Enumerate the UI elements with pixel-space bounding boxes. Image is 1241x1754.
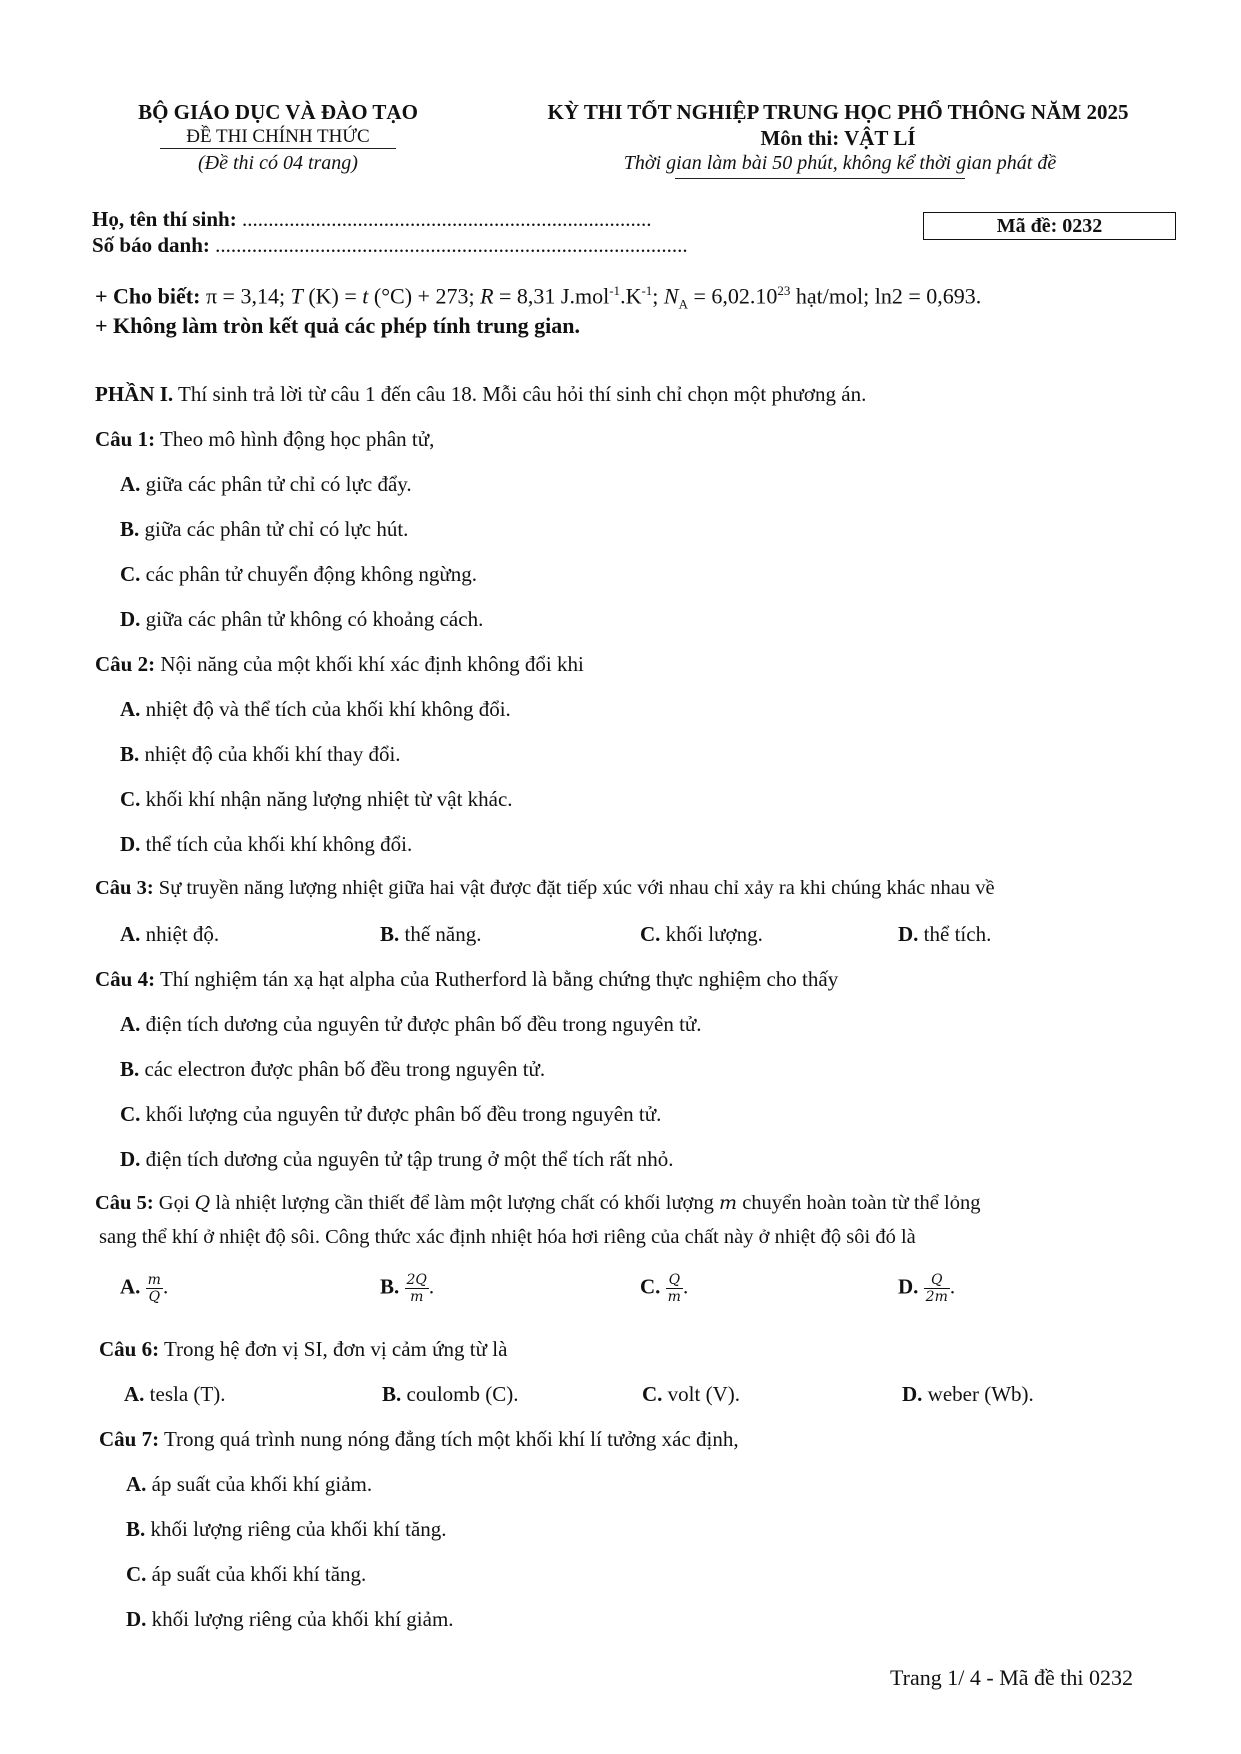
candidate-name-row bbox=[92, 207, 651, 232]
q3-option-a[interactable] bbox=[120, 922, 219, 947]
part-one-text: Thí sinh trả lời từ câu 1 đến câu 18. Mỗi câu hỏi thí sinh chỉ chọn một phương án. bbox=[173, 382, 867, 406]
subject-label: Môn thi: VẬT LÍ bbox=[760, 126, 916, 150]
fraction-numerator: 2Q bbox=[406, 1272, 427, 1288]
q3-option-c[interactable] bbox=[640, 922, 763, 947]
given-semi: ; bbox=[652, 283, 664, 309]
q2-option-c[interactable] bbox=[120, 787, 513, 812]
part-one-heading bbox=[95, 382, 866, 407]
option-letter: A. bbox=[124, 1382, 145, 1406]
q4-option-c[interactable] bbox=[120, 1102, 661, 1127]
question-5-line2: sang thể khí ở nhiệt độ sôi. Công thức xác định nhiệt hóa hơi riêng của chất này ở nhiệt độ sôi đó là bbox=[99, 1226, 916, 1248]
q5-option-d[interactable]: D. $\frac{Q}{2m}$ . bbox=[898, 1272, 956, 1306]
rounding-note: + Không làm tròn kết quả các phép tính trung gian. bbox=[95, 313, 580, 338]
question-3-text: Sự truyền năng lượng nhiệt giữa hai vật được đặt tiếp xúc với nhau chỉ xảy ra khi chúng khác nhau về bbox=[153, 877, 995, 899]
option-text: khối khí nhận năng lượng nhiệt từ vật khác. bbox=[145, 787, 513, 811]
option-text: tesla (T). bbox=[149, 1382, 226, 1406]
option-text: nhiệt độ của khối khí thay đổi. bbox=[144, 742, 401, 766]
option-letter: D. bbox=[120, 607, 141, 631]
question-1-label: Câu 1: bbox=[95, 427, 156, 451]
q2-option-a[interactable] bbox=[120, 697, 511, 722]
candidate-id-row bbox=[92, 233, 688, 258]
q3-option-b[interactable] bbox=[380, 922, 482, 947]
option-letter: C. bbox=[120, 1102, 141, 1126]
option-text: thể tích của khối khí không đổi. bbox=[145, 832, 413, 856]
given-tk: (K) = bbox=[302, 283, 363, 309]
given-t: t bbox=[362, 283, 369, 309]
q1-option-c[interactable] bbox=[120, 562, 477, 587]
question-5-label: Câu 5: bbox=[95, 1192, 154, 1214]
option-text: giữa các phân tử không có khoảng cách. bbox=[145, 607, 484, 631]
given-constants bbox=[95, 283, 981, 313]
option-text: các phân tử chuyển động không ngừng. bbox=[145, 562, 477, 586]
option-text: áp suất của khối khí giảm. bbox=[151, 1472, 373, 1496]
official-label: ĐỀ THI CHÍNH THỨC bbox=[186, 126, 370, 147]
option-letter: B. bbox=[382, 1382, 402, 1406]
option-letter: B. bbox=[126, 1517, 146, 1541]
question-6 bbox=[99, 1337, 507, 1362]
given-NA: N bbox=[663, 283, 679, 309]
option-text: điện tích dương của nguyên tử được phân bố đều trong nguyên tử. bbox=[145, 1012, 702, 1036]
fraction-denominator: 2m bbox=[925, 1289, 948, 1306]
option-text: nhiệt độ. bbox=[145, 922, 220, 946]
question-1 bbox=[95, 427, 434, 452]
fraction-q-over-2m bbox=[924, 1272, 950, 1305]
given-k: .K bbox=[620, 283, 642, 309]
option-text: khối lượng riêng của khối khí giảm. bbox=[151, 1607, 454, 1631]
question-5-q-symbol: Q bbox=[194, 1192, 211, 1214]
candidate-name-field[interactable]: .............................................................................. bbox=[241, 207, 652, 231]
candidate-id-label: Số báo danh: bbox=[92, 233, 210, 257]
fraction-numerator: m bbox=[147, 1272, 161, 1288]
given-prefix: + Cho biết: bbox=[95, 283, 201, 309]
q6-option-a[interactable] bbox=[124, 1382, 225, 1407]
question-5-text-a: Gọi bbox=[153, 1192, 195, 1214]
option-text: thể tích. bbox=[923, 922, 992, 946]
question-3 bbox=[95, 877, 995, 900]
option-text: khối lượng riêng của khối khí tăng. bbox=[150, 1517, 447, 1541]
given-sup1: -1 bbox=[609, 283, 621, 298]
option-text: nhiệt độ và thể tích của khối khí không đổi. bbox=[145, 697, 511, 721]
option-text: thế năng. bbox=[404, 922, 482, 946]
given-NA-sub: A bbox=[678, 296, 688, 312]
q6-option-c[interactable] bbox=[642, 1382, 740, 1407]
option-text: coulomb (C). bbox=[406, 1382, 519, 1406]
option-letter: A. bbox=[120, 1274, 141, 1299]
q5-option-b[interactable]: B. $\frac{2Q}{m}$ . bbox=[380, 1272, 435, 1306]
question-5-m-symbol: m bbox=[719, 1192, 738, 1214]
given-sup2: -1 bbox=[641, 283, 653, 298]
option-text: volt (V). bbox=[667, 1382, 740, 1406]
given-sup23: 23 bbox=[777, 283, 791, 298]
question-7-label: Câu 7: bbox=[99, 1427, 160, 1451]
option-letter: B. bbox=[120, 742, 140, 766]
candidate-id-field[interactable]: .......................................................................................... bbox=[215, 233, 688, 257]
question-6-text: Trong hệ đơn vị SI, đơn vị cảm ứng từ là bbox=[159, 1337, 508, 1361]
option-text: điện tích dương của nguyên tử tập trung ở một thể tích rất nhỏ. bbox=[145, 1147, 674, 1171]
option-text: áp suất của khối khí tăng. bbox=[151, 1562, 367, 1586]
option-letter: A. bbox=[120, 1012, 141, 1036]
q1-option-b[interactable] bbox=[120, 517, 408, 542]
fraction-q-over-m bbox=[666, 1272, 683, 1305]
option-text: giữa các phân tử chỉ có lực hút. bbox=[144, 517, 409, 541]
option-letter: B. bbox=[380, 1274, 400, 1299]
option-text: các electron được phân bố đều trong nguyên tử. bbox=[144, 1057, 546, 1081]
option-letter: B. bbox=[120, 1057, 140, 1081]
fraction-numerator: Q bbox=[924, 1272, 950, 1289]
q4-option-a[interactable] bbox=[120, 1012, 702, 1037]
time-note: Thời gian làm bài 50 phút, không kể thời gian phát đề bbox=[623, 152, 1057, 174]
question-5-text-c: chuyển hoàn toàn từ thể lỏng bbox=[737, 1192, 981, 1214]
fraction-numerator: Q bbox=[666, 1272, 683, 1289]
q4-option-d[interactable] bbox=[120, 1147, 674, 1172]
option-letter: B. bbox=[380, 922, 400, 946]
question-4-label: Câu 4: bbox=[95, 967, 156, 991]
option-letter: D. bbox=[898, 1274, 919, 1299]
fraction-m-over-q bbox=[146, 1272, 163, 1305]
question-2-text: Nội năng của một khối khí xác định không đổi khi bbox=[155, 652, 584, 676]
exam-code-box: Mã đề: 0232 bbox=[923, 212, 1176, 240]
q5-option-a[interactable]: A. $\frac{m}{Q}$ . bbox=[120, 1272, 169, 1306]
given-na-val: = 6,02.10 bbox=[688, 283, 778, 309]
q2-option-b[interactable] bbox=[120, 742, 401, 767]
q7-option-a[interactable] bbox=[126, 1472, 372, 1497]
option-letter: D. bbox=[126, 1607, 147, 1631]
part-one-label: PHẦN I. bbox=[95, 382, 174, 406]
q7-option-b[interactable] bbox=[126, 1517, 447, 1542]
question-5 bbox=[95, 1192, 980, 1215]
fraction-2q-over-m bbox=[405, 1272, 429, 1305]
option-letter: C. bbox=[126, 1562, 147, 1586]
given-tail: hạt/mol; ln2 = 0,693. bbox=[790, 283, 982, 309]
option-letter: A. bbox=[120, 922, 141, 946]
q3-option-d[interactable] bbox=[898, 922, 991, 947]
q6-option-d[interactable] bbox=[902, 1382, 1034, 1407]
given-T: T bbox=[290, 283, 303, 309]
q7-option-d[interactable] bbox=[126, 1607, 454, 1632]
ministry-title: BỘ GIÁO DỤC VÀ ĐÀO TẠO bbox=[138, 100, 418, 124]
exam-title: KỲ THI TỐT NGHIỆP TRUNG HỌC PHỔ THÔNG NĂM 2025 bbox=[547, 100, 1129, 124]
q4-option-b[interactable] bbox=[120, 1057, 545, 1082]
option-letter: D. bbox=[902, 1382, 923, 1406]
q5-option-c[interactable]: C. $\frac{Q}{m}$ . bbox=[640, 1272, 689, 1306]
question-2 bbox=[95, 652, 584, 677]
option-letter: C. bbox=[120, 787, 141, 811]
q7-option-c[interactable] bbox=[126, 1562, 366, 1587]
option-letter: B. bbox=[120, 517, 140, 541]
option-text: khối lượng của nguyên tử được phân bố đều trong nguyên tử. bbox=[145, 1102, 662, 1126]
q2-option-d[interactable] bbox=[120, 832, 412, 857]
question-1-text: Theo mô hình động học phân tử, bbox=[155, 427, 435, 451]
q6-option-b[interactable] bbox=[382, 1382, 519, 1407]
given-r-val: = 8,31 J.mol bbox=[493, 283, 610, 309]
option-letter: C. bbox=[640, 1274, 661, 1299]
question-2-label: Câu 2: bbox=[95, 652, 156, 676]
question-4 bbox=[95, 967, 838, 992]
candidate-name-label: Họ, tên thí sinh: bbox=[92, 207, 237, 231]
option-letter: C. bbox=[642, 1382, 663, 1406]
given-R: R bbox=[480, 283, 494, 309]
option-letter: A. bbox=[120, 697, 141, 721]
fraction-denominator: m bbox=[667, 1289, 681, 1306]
given-tc: (°C) + 273; bbox=[368, 283, 481, 309]
option-text: giữa các phân tử chỉ có lực đẩy. bbox=[145, 472, 412, 496]
fraction-denominator: Q bbox=[148, 1289, 161, 1306]
option-text: weber (Wb). bbox=[927, 1382, 1034, 1406]
option-letter: C. bbox=[120, 562, 141, 586]
option-text: khối lượng. bbox=[665, 922, 763, 946]
question-3-label: Câu 3: bbox=[95, 877, 154, 899]
option-letter: D. bbox=[120, 1147, 141, 1171]
given-pi: π = 3,14; bbox=[200, 283, 291, 309]
pages-note: (Đề thi có 04 trang) bbox=[198, 152, 358, 174]
option-letter: D. bbox=[120, 832, 141, 856]
official-underline bbox=[160, 148, 396, 149]
question-6-label: Câu 6: bbox=[99, 1337, 160, 1361]
option-letter: D. bbox=[898, 922, 919, 946]
option-letter: C. bbox=[640, 922, 661, 946]
question-7-text: Trong quá trình nung nóng đẳng tích một khối khí lí tưởng xác định, bbox=[159, 1427, 739, 1451]
question-4-text: Thí nghiệm tán xạ hạt alpha của Rutherford là bằng chứng thực nghiệm cho thấy bbox=[155, 967, 839, 991]
question-7 bbox=[99, 1427, 739, 1452]
option-letter: A. bbox=[120, 472, 141, 496]
question-5-text-b: là nhiệt lượng cần thiết để làm một lượng chất có khối lượng bbox=[210, 1192, 720, 1214]
time-underline bbox=[675, 178, 965, 179]
option-letter: A. bbox=[126, 1472, 147, 1496]
fraction-denominator: m bbox=[410, 1289, 424, 1306]
q1-option-a[interactable] bbox=[120, 472, 412, 497]
q1-option-d[interactable] bbox=[120, 607, 483, 632]
page-footer: Trang 1/ 4 - Mã đề thi 0232 bbox=[890, 1665, 1134, 1690]
